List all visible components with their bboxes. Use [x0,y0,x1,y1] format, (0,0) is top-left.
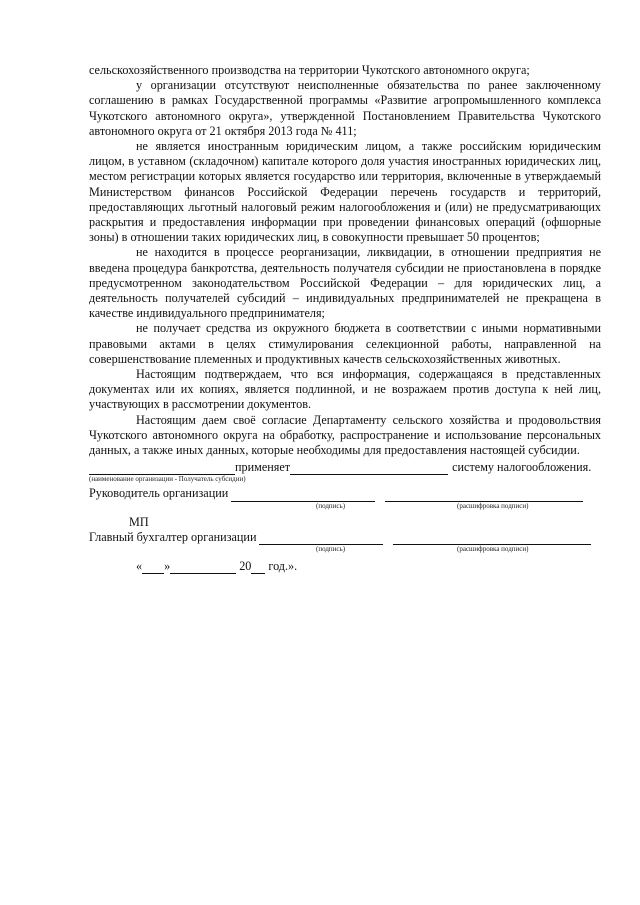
paragraph: не находится в процессе реорганизации, ликвидации, в отношении предприятия не введена процедура банкротства, деятельность получателя субсидии не приостановлена в порядке предусмотренном законодательством Российской Федерации – для юридических лиц, а деятельность получателей субсидий – индивидуальных предпринимателей не прекращена в качестве индивидуального предпринимателя; [89,245,601,321]
paragraph: сельскохозяйственного производства на территории Чукотского автономного округа; [89,63,530,77]
accountant-captions [89,545,601,555]
tax-system-text: систему налогообложения. [452,460,592,475]
year-suffix: год.». [268,559,298,574]
accountant-signature-blank [259,531,383,545]
tax-system-blank [290,461,448,475]
document-page [89,63,601,574]
date-line [136,559,601,574]
accountant-signature-line [89,530,601,545]
accountant-decode-caption: (расшифровка подписи) [457,545,529,554]
head-signature-blank [231,488,375,502]
head-captions [89,502,601,512]
tax-system-line [89,460,601,475]
head-sign-caption: (подпись) [316,501,346,510]
paragraph: Настоящим даем своё согласие Департаменту сельского хозяйства и продовольствия Чукотского автономного округа на обработку, распространение и использование персональных данных, а также иных данных, которые необходимы для предоставления настоящей субсидии. [89,412,601,458]
date-close-quote: » [164,559,171,574]
accountant-decode-blank [393,531,591,545]
paragraph: не является иностранным юридическим лицом, а также российским юридическим лицом, в уставном (складочном) капитале которого доля участия иностранных юридических лиц, местом регистрации которых является государство или территория, включенные в утверждаемый Министерством финансов Российской Федерации перечень государств и территорий, предоставляющих льготный налоговый режим налогообложения и (или) не предусматривающих раскрытия и предоставления информации при проведении финансовых операций (офшорные зоны) в отношении таких юридических лиц, в совокупности превышает 50 процентов; [89,139,601,245]
applies-text: применяет [235,460,291,475]
organization-name-caption: (наименование организации - Получатель субсидии) [89,475,246,484]
stamp-placeholder: МП [129,514,149,529]
head-decode-caption: (расшифровка подписи) [457,501,529,510]
accountant-sign-caption: (подпись) [316,545,346,554]
head-label: Руководитель организации [89,486,229,501]
year-blank [251,560,265,574]
date-open-quote: « [136,559,143,574]
year-prefix: 20 [239,559,252,574]
day-blank [142,560,164,574]
accountant-label: Главный бухгалтер организации [89,529,257,544]
head-decode-blank [385,488,583,502]
paragraph: у организации отсутствуют неисполненные обязательства по ранее заключенному соглашению в рамках Государственной программы «Развитие агропромышленного комплекса Чукотского автономного округа», утвержденной Постановлением Правительства Чукотского автономного округа от 21 октября 2013 года № 411; [89,78,601,138]
head-signature-line [89,486,601,501]
organization-name-blank [89,461,235,475]
paragraph: Настоящим подтверждаем, что вся информация, содержащаяся в представленных документах или их копиях, является подлинной, и не возражаем против доступа к ней лиц, участвующих в рассмотрении документов. [89,367,601,412]
month-blank [170,560,236,574]
paragraph: не получает средства из окружного бюджета в соответствии с иными нормативными правовыми актами в целях стимулирования селекционной работы, направленной на совершенствование племенных и продуктивных качеств сельскохозяйственных животных. [89,321,601,366]
